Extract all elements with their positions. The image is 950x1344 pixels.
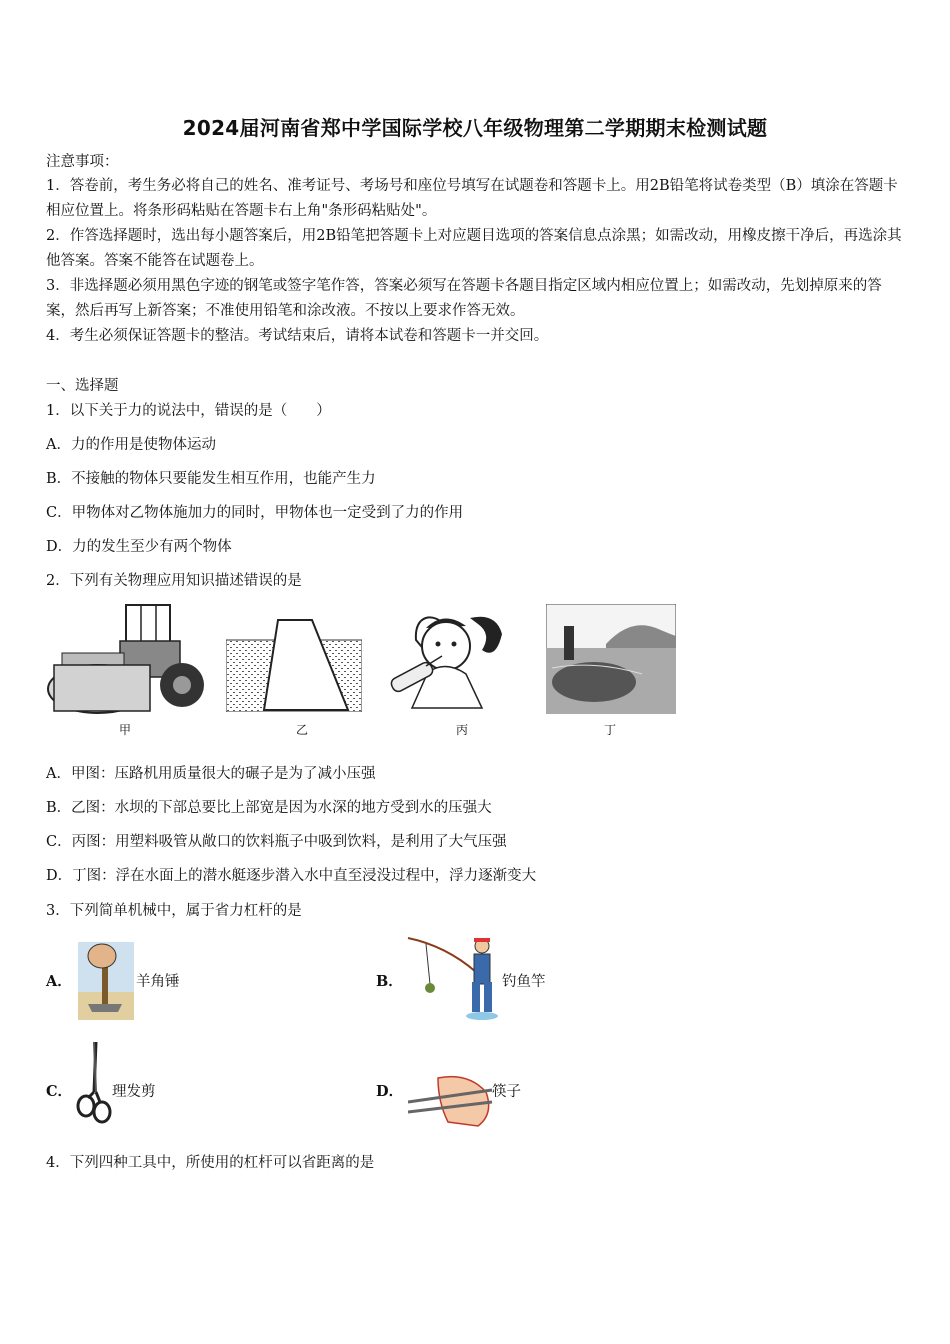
claw-hammer-icon [78,942,134,1020]
girl-straw-figure [386,604,518,714]
q1-stem: 1．以下关于力的说法中，错误的是（ ） [46,403,331,419]
q1-option-d: D．力的发生至少有两个物体 [46,539,232,555]
caption-yi: 乙 [296,723,309,737]
q1-option-a: A．力的作用是使物体运动 [46,437,216,453]
q3-option-b-letter: B． [376,973,403,990]
notice-item-1: 1．答卷前，考生务必将自己的姓名、准考证号、考场号和座位号填写在试题卷和答题卡上。用2B铅笔将试卷类型（B）填涂在答题卡相应位置上。将条形码粘贴在答题卡右上角"条形码粘贴处"。 [46,178,898,219]
q4-stem: 4．下列四种工具中，所使用的杠杆可以省距离的是 [46,1155,375,1171]
q1-option-b: B．不接触的物体只要能发生相互作用，也能产生力 [46,471,376,487]
notice-heading: 注意事项： [46,154,119,170]
section-heading: 一、选择题 [46,378,119,394]
caption-bing: 丙 [456,723,469,737]
submarine-figure [546,604,676,714]
q2-option-b: B．乙图：水坝的下部总要比上部宽是因为水深的地方受到水的压强大 [46,800,492,816]
notice-item-4: 4．考生必须保证答题卡的整洁。考试结束后，请将本试卷和答题卡一并交回。 [46,328,549,344]
q2-stem: 2．下列有关物理应用知识描述错误的是 [46,573,302,589]
q1-option-c: C．甲物体对乙物体施加力的同时，甲物体也一定受到了力的作用 [46,505,464,521]
q2-option-d: D．丁图：浮在水面上的潜水艇逐步潜入水中直至浸没过程中，浮力逐渐变大 [46,868,537,884]
q2-option-c: C．丙图：用塑料吸管从敞口的饮料瓶子中吸到饮料，是利用了大气压强 [46,834,507,850]
chopsticks-icon [408,1072,494,1130]
caption-ding: 丁 [604,723,617,737]
road-roller-figure [46,603,204,715]
q3-option-a-name: 羊角锤 [136,974,180,990]
fishing-rod-icon [406,932,502,1024]
scissors-icon [74,1040,114,1130]
q2-option-a: A．甲图：压路机用质量很大的碾子是为了减小压强 [46,766,376,782]
q3-option-c-name: 理发剪 [112,1084,156,1100]
q3-option-a-letter: A． [46,973,72,990]
q3-stem: 3．下列简单机械中，属于省力杠杆的是 [46,903,302,919]
q3-option-d-letter: D． [376,1083,404,1100]
q3-option-b-name: 钓鱼竿 [502,974,546,990]
q3-option-d-name: 筷子 [492,1084,521,1100]
notice-item-3: 3．非选择题必须用黑色字迹的钢笔或签字笔作答，答案必须写在答题卡各题目指定区域内相应位置上；如需改动，先划掉原来的答案，然后再写上新答案；不准使用铅笔和涂改液。不按以上要求作答无效。 [46,278,882,319]
page-title: 2024届河南省郑中学国际学校八年级物理第二学期期末检测试题 [182,116,768,140]
dam-figure [226,618,362,712]
caption-jia: 甲 [119,723,132,737]
q3-option-c-letter: C． [46,1083,73,1100]
notice-item-2: 2．作答选择题时，选出每小题答案后，用2B铅笔把答题卡上对应题目选项的答案信息点涂黑；如需改动，用橡皮擦干净后，再选涂其他答案。答案不能答在试题卷上。 [46,228,902,269]
